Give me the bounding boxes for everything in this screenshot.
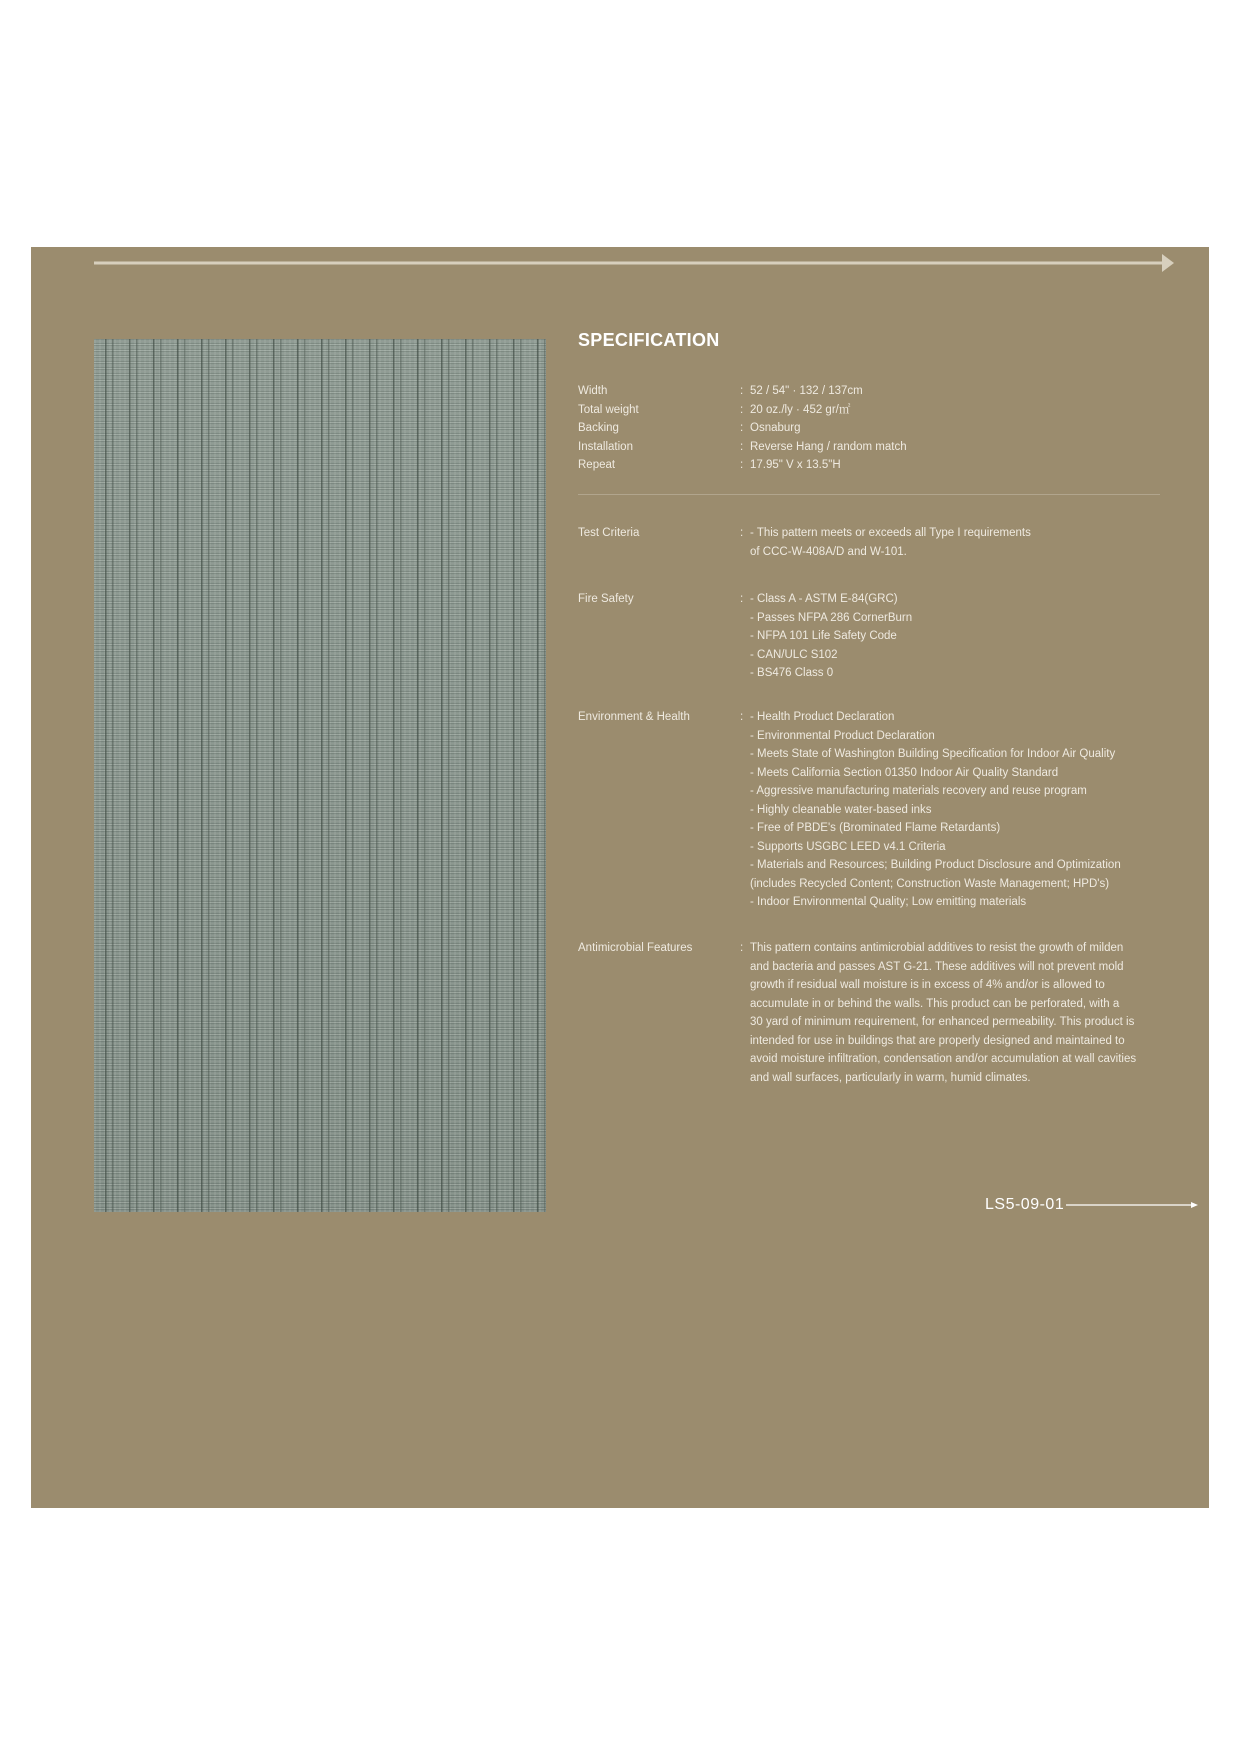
spec-title: SPECIFICATION bbox=[578, 330, 720, 350]
list-item: (includes Recycled Content; Construction Waste Management; HPD's) bbox=[750, 877, 1110, 890]
spec-value: 52 / 54" · 132 / 137cm bbox=[750, 385, 863, 397]
spec-colon: : bbox=[740, 711, 744, 723]
spec-colon: : bbox=[740, 527, 744, 539]
list-item: - Class A - ASTM E-84(GRC) bbox=[750, 593, 898, 605]
list-item: - BS476 Class 0 bbox=[750, 667, 834, 679]
block-lines bbox=[750, 708, 1170, 912]
product-code: LS5-09-01 bbox=[985, 1196, 1065, 1213]
list-item: - This pattern meets or exceeds all Type I requirements bbox=[750, 527, 1031, 539]
block-label: Fire Safety bbox=[578, 593, 634, 605]
spec-colon: : bbox=[740, 942, 744, 954]
paragraph-line: accumulate in or behind the walls. This product can be perforated, with a bbox=[750, 997, 1120, 1010]
spec-page-panel bbox=[31, 247, 1209, 1508]
list-item: - Indoor Environmental Quality; Low emitting materials bbox=[750, 896, 1027, 908]
paragraph-line: 30 yard of minimum requirement, for enhanced permeability. This product is bbox=[750, 1016, 1135, 1028]
spec-colon: : bbox=[740, 422, 744, 434]
spec-colon: : bbox=[740, 440, 744, 453]
spec-label: Backing bbox=[578, 422, 619, 434]
list-item: - Supports USGBC LEED v4.1 Criteria bbox=[750, 840, 946, 853]
spec-label: Installation bbox=[578, 440, 633, 453]
basic-spec-table bbox=[578, 382, 1218, 475]
spec-row-installation bbox=[578, 438, 1218, 457]
block-lines bbox=[750, 590, 1170, 683]
list-item: - Free of PBDE's (Brominated Flame Retardants) bbox=[750, 822, 1001, 834]
list-item: - Health Product Declaration bbox=[750, 711, 895, 723]
paragraph-line: intended for use in buildings that are properly designed and maintained to bbox=[750, 1034, 1125, 1047]
spec-value: Reverse Hang / random match bbox=[750, 440, 907, 453]
spec-label: Total weight bbox=[578, 403, 639, 416]
list-item: - Materials and Resources; Building Product Disclosure and Optimization bbox=[750, 859, 1121, 871]
spec-value: 20 oz./ly · 452 gr/㎡ bbox=[750, 403, 851, 416]
paragraph-line: and wall surfaces, particularly in warm, humid climates. bbox=[750, 1071, 1031, 1084]
spec-colon: : bbox=[740, 459, 744, 471]
paragraph-line: growth if residual wall moisture is in excess of 4% and/or is allowed to bbox=[750, 979, 1105, 991]
spec-colon: : bbox=[740, 593, 744, 605]
right-arrow-icon bbox=[1066, 1197, 1198, 1213]
spec-label: Width bbox=[578, 385, 608, 397]
spec-colon: : bbox=[740, 385, 744, 397]
spec-value: Osnaburg bbox=[750, 422, 801, 434]
block-lines bbox=[750, 524, 1170, 561]
block-label: Antimicrobial Features bbox=[578, 942, 693, 954]
list-item: - Meets California Section 01350 Indoor Air Quality Standard bbox=[750, 766, 1059, 779]
list-item: - Aggressive manufacturing materials recovery and reuse program bbox=[750, 785, 1087, 797]
spec-colon: : bbox=[740, 403, 744, 416]
list-item: - Highly cleanable water-based inks bbox=[750, 803, 932, 816]
spec-value: 17.95" V x 13.5"H bbox=[750, 459, 841, 471]
spec-row-width bbox=[578, 382, 1218, 401]
list-item: of CCC-W-408A/D and W-101. bbox=[750, 545, 907, 558]
fabric-swatch-image bbox=[94, 339, 546, 1212]
list-item: - CAN/ULC S102 bbox=[750, 648, 838, 661]
list-item: - NFPA 101 Life Safety Code bbox=[750, 630, 897, 642]
list-item: - Environmental Product Declaration bbox=[750, 729, 935, 742]
spec-row-repeat bbox=[578, 456, 1218, 475]
spec-row-backing bbox=[578, 419, 1218, 438]
spec-row-total-weight bbox=[578, 401, 1218, 420]
block-paragraph bbox=[750, 939, 1170, 1087]
block-label: Environment & Health bbox=[578, 711, 690, 723]
paragraph-line: and bacteria and passes AST G-21. These additives will not prevent mold bbox=[750, 960, 1124, 973]
list-item: - Passes NFPA 286 CornerBurn bbox=[750, 611, 913, 624]
section-divider bbox=[578, 494, 1160, 495]
paragraph-line: avoid moisture infiltration, condensation and/or accumulation at wall cavities bbox=[750, 1053, 1137, 1065]
block-label: Test Criteria bbox=[578, 527, 640, 539]
right-arrow-icon bbox=[94, 251, 1174, 275]
paragraph-line: This pattern contains antimicrobial additives to resist the growth of milden bbox=[750, 942, 1124, 954]
list-item: - Meets State of Washington Building Specification for Indoor Air Quality bbox=[750, 748, 1116, 760]
spec-label: Repeat bbox=[578, 459, 616, 471]
